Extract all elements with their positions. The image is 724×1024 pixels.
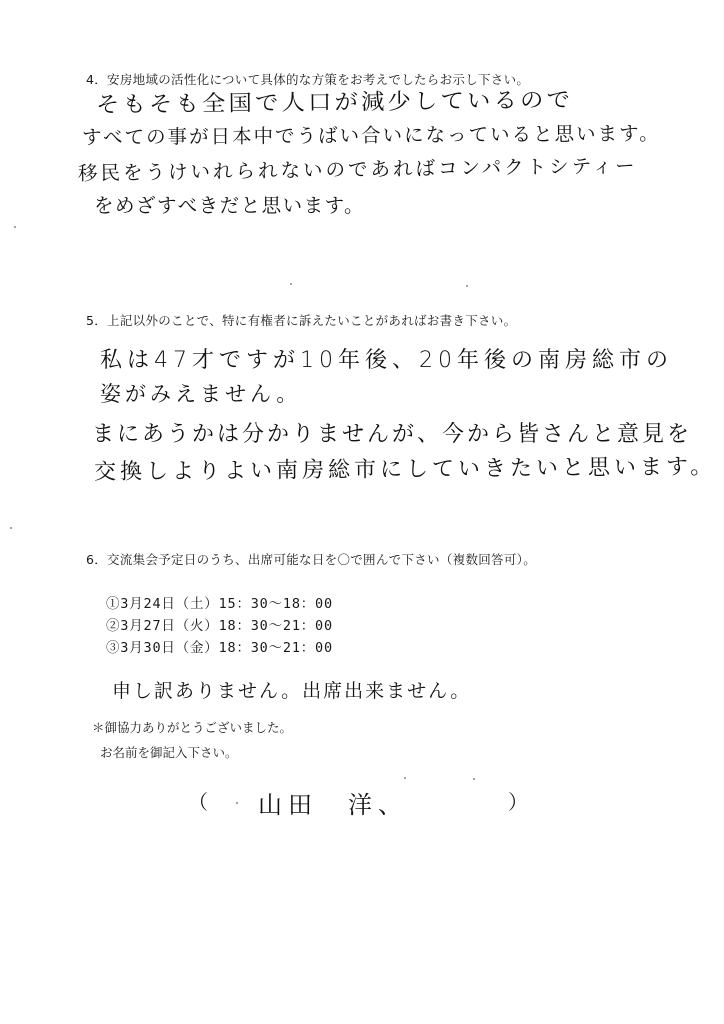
scan-speck (466, 285, 468, 287)
answer-6: 申し訳ありません。出席出来ません。 (112, 680, 472, 702)
scan-speck (404, 777, 406, 779)
question-4: 4．安房地域の活性化について具体的な方策をお考えでしたらお示し下さい。 (86, 72, 530, 87)
answer-4-line-3: 移民をうけいれられないのであればコンパクトシティー (77, 154, 638, 185)
answer-5-line-1: 私は47才ですが10年後、20年後の南房総市の (100, 348, 673, 373)
signer-name: 山田 洋、 (258, 791, 408, 819)
scan-speck (290, 283, 292, 285)
question-6: 6．交流集会予定日のうち、出席可能な日を〇で囲んで下さい（複数回答可）。 (86, 552, 537, 567)
option-3[interactable]: ③3月30日（金）18：30～21：00 (106, 640, 333, 656)
answer-5-line-3: まにあうかは分かりませんが、今から皆さんと意見を (92, 422, 693, 447)
name-paren-close: ） (508, 790, 528, 814)
scan-speck (236, 802, 238, 804)
answer-4-line-4: をめざすべきだと思います。 (94, 194, 366, 217)
option-1[interactable]: ①3月24日（土）15：30～18：00 (106, 596, 333, 612)
scan-speck (10, 527, 12, 529)
scan-speck (473, 778, 475, 780)
answer-4-line-2: すべての事が日本中でうばい合いになっていると思います。 (81, 121, 661, 149)
name-paren-open: （ (188, 790, 208, 814)
question-5: 5．上記以外のことで、特に有権者に訴えたいことがあればお書き下さい。 (86, 313, 517, 328)
answer-4-line-1: そもそも全国で人口が減少しているので (95, 88, 574, 118)
name-prompt: お名前を御記入下さい。 (100, 745, 238, 760)
option-2[interactable]: ②3月27日（火）18：30～21：00 (106, 618, 333, 634)
answer-5-line-2: 姿がみえません。 (100, 382, 302, 406)
answer-5-line-4: 交換しよりよい南房総市にしていきたいと思います。 (93, 454, 717, 485)
thanks-note: ＊御協力ありがとうございました。 (92, 720, 293, 735)
scan-speck (14, 226, 16, 228)
